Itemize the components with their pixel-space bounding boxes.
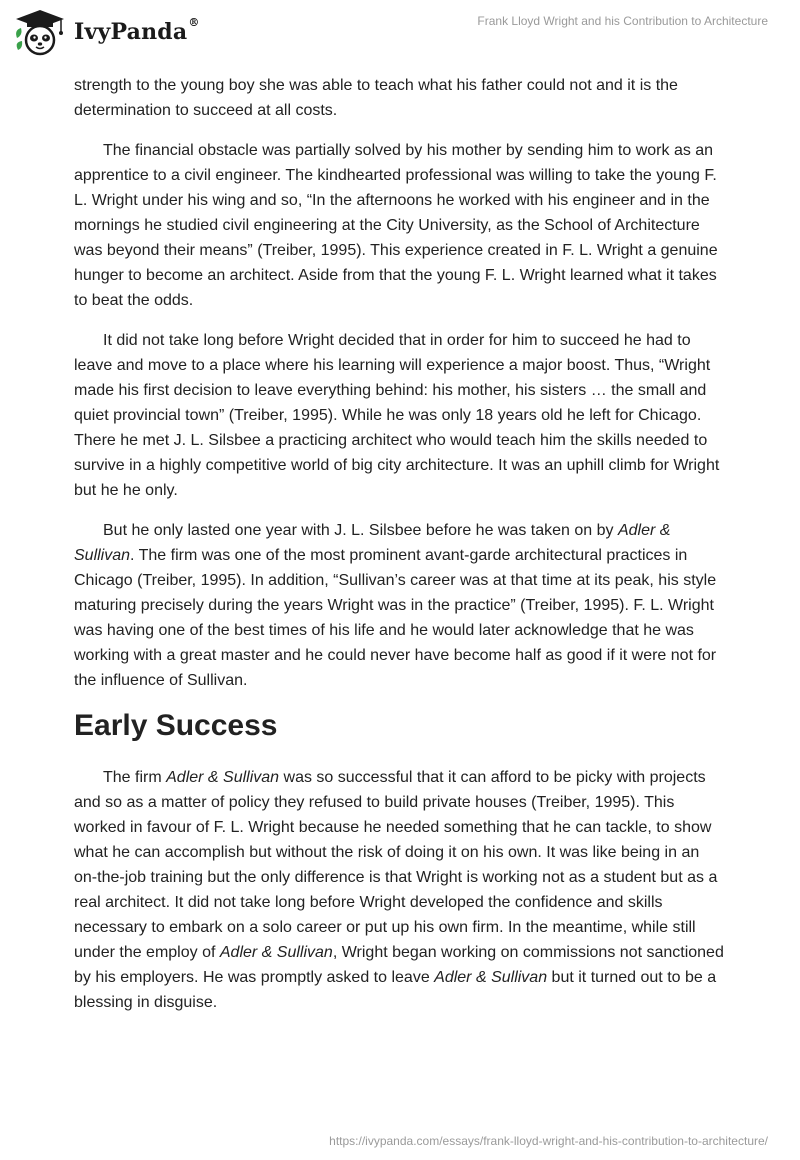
brand-text: IvyPanda	[74, 19, 188, 45]
paragraph-4	[74, 518, 724, 693]
firm-name-italic: Adler & Sullivan	[166, 769, 280, 786]
paragraph-4-text-b: . The firm was one of the most prominent avant-garde architectural practices in Chicago (Treiber, 1995). In addition, “Sullivan’s career was at that time at its peak, his style maturing precisely during the years Wright was in the practice” (Treiber, 1995). F. L. Wright was having one of the best times of his life and he would later acknowledge that he was working with a great master and he could never have become half as good if it were not for the influence of Sullivan.	[74, 547, 717, 689]
paragraph-5-text-c: , Wright began working on commissions not sanctioned by his employers. He was promptly asked to leave	[74, 944, 724, 986]
essay-body	[74, 73, 724, 1030]
paragraph-5	[74, 765, 724, 1015]
section-heading: Early Success	[74, 709, 278, 742]
paragraph-1: strength to the young boy she was able to teach what his father could not and it is the determination to succeed at all costs.	[74, 77, 678, 119]
firm-name-italic: Adler & Sullivan	[434, 969, 548, 986]
ivypanda-logo[interactable]	[14, 8, 200, 56]
firm-name-italic: Adler & Sullivan	[74, 522, 671, 564]
brand-name	[74, 16, 200, 45]
paragraph-4-text-a: But he only lasted one year with J. L. Silsbee before he was taken on by	[103, 522, 618, 539]
paragraph-5-text-b: was so successful that it can afford to be picky with projects and so as a matter of policy they refused to build private houses (Treiber, 1995). This worked in favour of F. L. Wright because he needed something that he can tackle, to show what he can accomplish but without the risk of doing it on his own. It was like being in an on-the-job training but the only difference is that Wright is working not as a student but as a real architect. It did not take long before Wright developed the confidence and skills necessary to embark on a solo career or put up his own firm. In the meantime, while still under the employ of	[74, 769, 718, 961]
source-url-link[interactable]: https://ivypanda.com/essays/frank-lloyd-wright-and-his-contribution-to-architecture/	[329, 1134, 768, 1148]
paragraph-5-text-d: but it turned out to be a blessing in disguise.	[74, 969, 717, 1011]
paragraph-2: The financial obstacle was partially solved by his mother by sending him to work as an apprentice to a civil engineer. The kindhearted professional was willing to take the young F. L. Wright under his wing and so, “In the afternoons he worked with his engineer and in the mornings he studied civil engineering at the City University, as the School of Architecture was beyond their means” (Treiber, 1995). This experience created in F. L. Wright a genuine hunger to become an architect. Aside from that the young F. L. Wright learned what it takes to beat the odds.	[74, 142, 718, 309]
paragraph-3: It did not take long before Wright decided that in order for him to succeed he had to leave and move to a place where his learning will experience a major boost. Thus, “Wright made his first decision to leave everything behind: his mother, his sisters … the small and quiet provincial town” (Treiber, 1995). While he was only 18 years old he left for Chicago. There he met J. L. Silsbee a practicing architect who would teach him the skills needed to survive in a highly competitive world of big city architecture. It was an uphill climb for Wright but he he only.	[74, 332, 720, 499]
firm-name-italic: Adler & Sullivan	[219, 944, 333, 961]
registered-mark: ®	[188, 16, 200, 29]
panda-graduate-icon	[14, 8, 66, 56]
paragraph-5-text-a: The firm	[103, 769, 167, 786]
document-title: Frank Lloyd Wright and his Contribution to Architecture	[477, 14, 768, 28]
page-header	[0, 0, 800, 70]
